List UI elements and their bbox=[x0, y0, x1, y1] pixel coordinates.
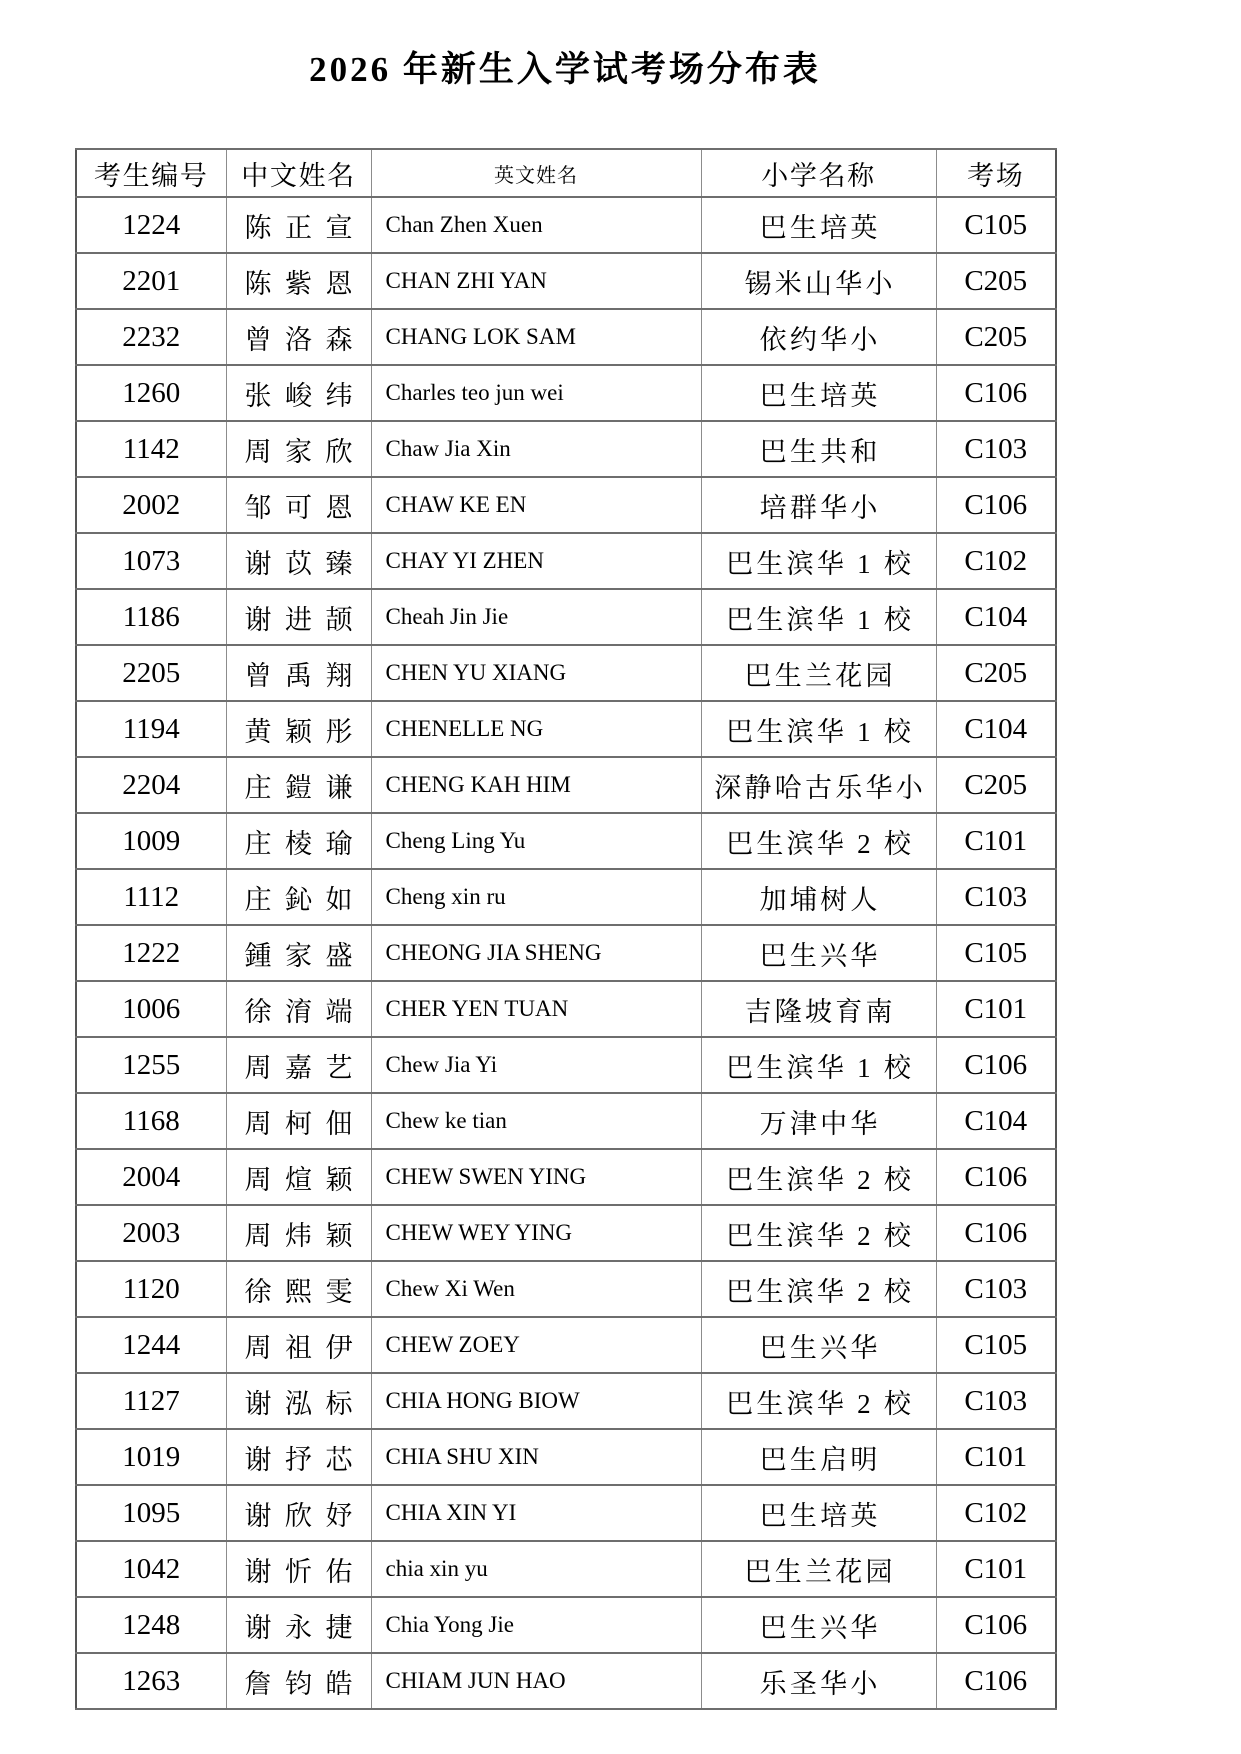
candidate-number: 1186 bbox=[76, 589, 226, 645]
english-name: CHIA HONG BIOW bbox=[371, 1373, 701, 1429]
chinese-name: 谢永捷 bbox=[226, 1597, 371, 1653]
school-name: 巴生滨华 2 校 bbox=[701, 1261, 936, 1317]
header-school-name: 小学名称 bbox=[701, 149, 936, 197]
chinese-name: 鍾家盛 bbox=[226, 925, 371, 981]
exam-room: C101 bbox=[936, 1429, 1056, 1485]
english-name: CHIA XIN YI bbox=[371, 1485, 701, 1541]
chinese-name: 徐熙雯 bbox=[226, 1261, 371, 1317]
exam-room: C104 bbox=[936, 701, 1056, 757]
header-english-name: 英文姓名 bbox=[371, 149, 701, 197]
school-name: 巴生滨华 1 校 bbox=[701, 1037, 936, 1093]
header-exam-room: 考场 bbox=[936, 149, 1056, 197]
english-name: CHAN ZHI YAN bbox=[371, 253, 701, 309]
table-row bbox=[76, 1597, 1056, 1653]
school-name: 巴生兴华 bbox=[701, 1317, 936, 1373]
table-row bbox=[76, 197, 1056, 253]
english-name: CHIAM JUN HAO bbox=[371, 1653, 701, 1709]
table-row bbox=[76, 1653, 1056, 1709]
english-name: CHIA SHU XIN bbox=[371, 1429, 701, 1485]
exam-room: C105 bbox=[936, 197, 1056, 253]
chinese-name: 詹钧皓 bbox=[226, 1653, 371, 1709]
english-name: Cheah Jin Jie bbox=[371, 589, 701, 645]
exam-room: C103 bbox=[936, 1373, 1056, 1429]
english-name: Chew Xi Wen bbox=[371, 1261, 701, 1317]
table-row bbox=[76, 477, 1056, 533]
school-name: 巴生滨华 2 校 bbox=[701, 1205, 936, 1261]
english-name: Cheng xin ru bbox=[371, 869, 701, 925]
school-name: 深静哈古乐华小 bbox=[701, 757, 936, 813]
school-name: 吉隆坡育南 bbox=[701, 981, 936, 1037]
candidate-number: 1168 bbox=[76, 1093, 226, 1149]
candidate-number: 1009 bbox=[76, 813, 226, 869]
exam-room: C205 bbox=[936, 309, 1056, 365]
candidate-number: 1222 bbox=[76, 925, 226, 981]
chinese-name: 谢欣妤 bbox=[226, 1485, 371, 1541]
english-name: CHER YEN TUAN bbox=[371, 981, 701, 1037]
school-name: 巴生兴华 bbox=[701, 925, 936, 981]
english-name: CHAW KE EN bbox=[371, 477, 701, 533]
school-name: 巴生培英 bbox=[701, 365, 936, 421]
header-chinese-name: 中文姓名 bbox=[226, 149, 371, 197]
school-name: 巴生兰花园 bbox=[701, 1541, 936, 1597]
page-title: 2026 年新生入学试考场分布表 bbox=[309, 50, 821, 89]
table-row bbox=[76, 1261, 1056, 1317]
table-row bbox=[76, 1373, 1056, 1429]
chinese-name: 邹可恩 bbox=[226, 477, 371, 533]
candidate-number: 1142 bbox=[76, 421, 226, 477]
header-candidate-number: 考生编号 bbox=[76, 149, 226, 197]
exam-room-table bbox=[75, 148, 1057, 1710]
table-row bbox=[76, 981, 1056, 1037]
english-name: CHEONG JIA SHENG bbox=[371, 925, 701, 981]
chinese-name: 庄鈊如 bbox=[226, 869, 371, 925]
candidate-number: 1194 bbox=[76, 701, 226, 757]
table-row bbox=[76, 813, 1056, 869]
chinese-name: 陈正宣 bbox=[226, 197, 371, 253]
school-name: 巴生滨华 2 校 bbox=[701, 1149, 936, 1205]
school-name: 巴生培英 bbox=[701, 197, 936, 253]
english-name: chia xin yu bbox=[371, 1541, 701, 1597]
table-row bbox=[76, 1149, 1056, 1205]
table-row bbox=[76, 253, 1056, 309]
school-name: 巴生滨华 1 校 bbox=[701, 589, 936, 645]
english-name: CHANG LOK SAM bbox=[371, 309, 701, 365]
exam-room: C205 bbox=[936, 757, 1056, 813]
exam-room: C105 bbox=[936, 1317, 1056, 1373]
candidate-number: 2201 bbox=[76, 253, 226, 309]
candidate-number: 1120 bbox=[76, 1261, 226, 1317]
school-name: 巴生滨华 2 校 bbox=[701, 1373, 936, 1429]
english-name: Charles teo jun wei bbox=[371, 365, 701, 421]
table-row bbox=[76, 701, 1056, 757]
candidate-number: 1244 bbox=[76, 1317, 226, 1373]
candidate-number: 1006 bbox=[76, 981, 226, 1037]
candidate-number: 2004 bbox=[76, 1149, 226, 1205]
exam-room: C101 bbox=[936, 813, 1056, 869]
candidate-number: 2232 bbox=[76, 309, 226, 365]
table-row bbox=[76, 1205, 1056, 1261]
candidate-number: 1095 bbox=[76, 1485, 226, 1541]
english-name: CHEN YU XIANG bbox=[371, 645, 701, 701]
table-row bbox=[76, 925, 1056, 981]
english-name: Chia Yong Jie bbox=[371, 1597, 701, 1653]
exam-room: C102 bbox=[936, 1485, 1056, 1541]
exam-room: C106 bbox=[936, 365, 1056, 421]
english-name: CHEW SWEN YING bbox=[371, 1149, 701, 1205]
table-row bbox=[76, 645, 1056, 701]
table-body bbox=[76, 197, 1056, 1709]
exam-room: C106 bbox=[936, 1205, 1056, 1261]
school-name: 依约华小 bbox=[701, 309, 936, 365]
candidate-number: 1255 bbox=[76, 1037, 226, 1093]
candidate-number: 1260 bbox=[76, 365, 226, 421]
chinese-name: 曾洛森 bbox=[226, 309, 371, 365]
table-row bbox=[76, 533, 1056, 589]
school-name: 巴生兰花园 bbox=[701, 645, 936, 701]
school-name: 培群华小 bbox=[701, 477, 936, 533]
candidate-number: 1248 bbox=[76, 1597, 226, 1653]
chinese-name: 周嘉艺 bbox=[226, 1037, 371, 1093]
exam-room: C205 bbox=[936, 645, 1056, 701]
chinese-name: 谢苡臻 bbox=[226, 533, 371, 589]
table-row bbox=[76, 869, 1056, 925]
chinese-name: 庄鎧谦 bbox=[226, 757, 371, 813]
exam-room: C102 bbox=[936, 533, 1056, 589]
school-name: 锡米山华小 bbox=[701, 253, 936, 309]
candidate-number: 1263 bbox=[76, 1653, 226, 1709]
chinese-name: 黄颖彤 bbox=[226, 701, 371, 757]
school-name: 万津中华 bbox=[701, 1093, 936, 1149]
candidate-number: 2204 bbox=[76, 757, 226, 813]
candidate-number: 1112 bbox=[76, 869, 226, 925]
chinese-name: 庄棱瑜 bbox=[226, 813, 371, 869]
english-name: CHEW WEY YING bbox=[371, 1205, 701, 1261]
english-name: Chew Jia Yi bbox=[371, 1037, 701, 1093]
table-row bbox=[76, 309, 1056, 365]
chinese-name: 周炜颖 bbox=[226, 1205, 371, 1261]
english-name: CHEW ZOEY bbox=[371, 1317, 701, 1373]
english-name: Chan Zhen Xuen bbox=[371, 197, 701, 253]
english-name: CHAY YI ZHEN bbox=[371, 533, 701, 589]
school-name: 巴生共和 bbox=[701, 421, 936, 477]
chinese-name: 陈紫恩 bbox=[226, 253, 371, 309]
school-name: 乐圣华小 bbox=[701, 1653, 936, 1709]
header-row bbox=[76, 149, 1056, 197]
exam-room: C106 bbox=[936, 1653, 1056, 1709]
school-name: 巴生启明 bbox=[701, 1429, 936, 1485]
candidate-number: 1019 bbox=[76, 1429, 226, 1485]
chinese-name: 周煊颖 bbox=[226, 1149, 371, 1205]
english-name: CHENG KAH HIM bbox=[371, 757, 701, 813]
chinese-name: 谢抒芯 bbox=[226, 1429, 371, 1485]
table-row bbox=[76, 1429, 1056, 1485]
chinese-name: 徐淯端 bbox=[226, 981, 371, 1037]
school-name: 加埔树人 bbox=[701, 869, 936, 925]
chinese-name: 谢泓标 bbox=[226, 1373, 371, 1429]
table-row bbox=[76, 1093, 1056, 1149]
english-name: CHENELLE NG bbox=[371, 701, 701, 757]
chinese-name: 谢忻佑 bbox=[226, 1541, 371, 1597]
candidate-number: 1224 bbox=[76, 197, 226, 253]
table-row bbox=[76, 589, 1056, 645]
school-name: 巴生滨华 1 校 bbox=[701, 533, 936, 589]
chinese-name: 曾禹翔 bbox=[226, 645, 371, 701]
english-name: Chaw Jia Xin bbox=[371, 421, 701, 477]
chinese-name: 周祖伊 bbox=[226, 1317, 371, 1373]
chinese-name: 周柯佃 bbox=[226, 1093, 371, 1149]
exam-room: C103 bbox=[936, 869, 1056, 925]
english-name: Chew ke tian bbox=[371, 1093, 701, 1149]
candidate-number: 1127 bbox=[76, 1373, 226, 1429]
candidate-number: 1073 bbox=[76, 533, 226, 589]
school-name: 巴生滨华 1 校 bbox=[701, 701, 936, 757]
school-name: 巴生兴华 bbox=[701, 1597, 936, 1653]
chinese-name: 张峻纬 bbox=[226, 365, 371, 421]
candidate-number: 1042 bbox=[76, 1541, 226, 1597]
exam-room: C105 bbox=[936, 925, 1056, 981]
exam-room: C101 bbox=[936, 981, 1056, 1037]
exam-room: C103 bbox=[936, 1261, 1056, 1317]
table-row bbox=[76, 365, 1056, 421]
table-row bbox=[76, 1485, 1056, 1541]
school-name: 巴生滨华 2 校 bbox=[701, 813, 936, 869]
exam-room: C104 bbox=[936, 589, 1056, 645]
english-name: Cheng Ling Yu bbox=[371, 813, 701, 869]
candidate-number: 2003 bbox=[76, 1205, 226, 1261]
table-row bbox=[76, 1317, 1056, 1373]
exam-room: C101 bbox=[936, 1541, 1056, 1597]
exam-room: C106 bbox=[936, 1037, 1056, 1093]
chinese-name: 周家欣 bbox=[226, 421, 371, 477]
table-row bbox=[76, 1541, 1056, 1597]
exam-room: C106 bbox=[936, 1149, 1056, 1205]
exam-room: C103 bbox=[936, 421, 1056, 477]
table-row bbox=[76, 1037, 1056, 1093]
exam-room: C106 bbox=[936, 477, 1056, 533]
exam-room: C106 bbox=[936, 1597, 1056, 1653]
exam-room: C205 bbox=[936, 253, 1056, 309]
candidate-number: 2002 bbox=[76, 477, 226, 533]
table-row bbox=[76, 757, 1056, 813]
chinese-name: 谢进颉 bbox=[226, 589, 371, 645]
school-name: 巴生培英 bbox=[701, 1485, 936, 1541]
exam-room: C104 bbox=[936, 1093, 1056, 1149]
candidate-number: 2205 bbox=[76, 645, 226, 701]
table-row bbox=[76, 421, 1056, 477]
